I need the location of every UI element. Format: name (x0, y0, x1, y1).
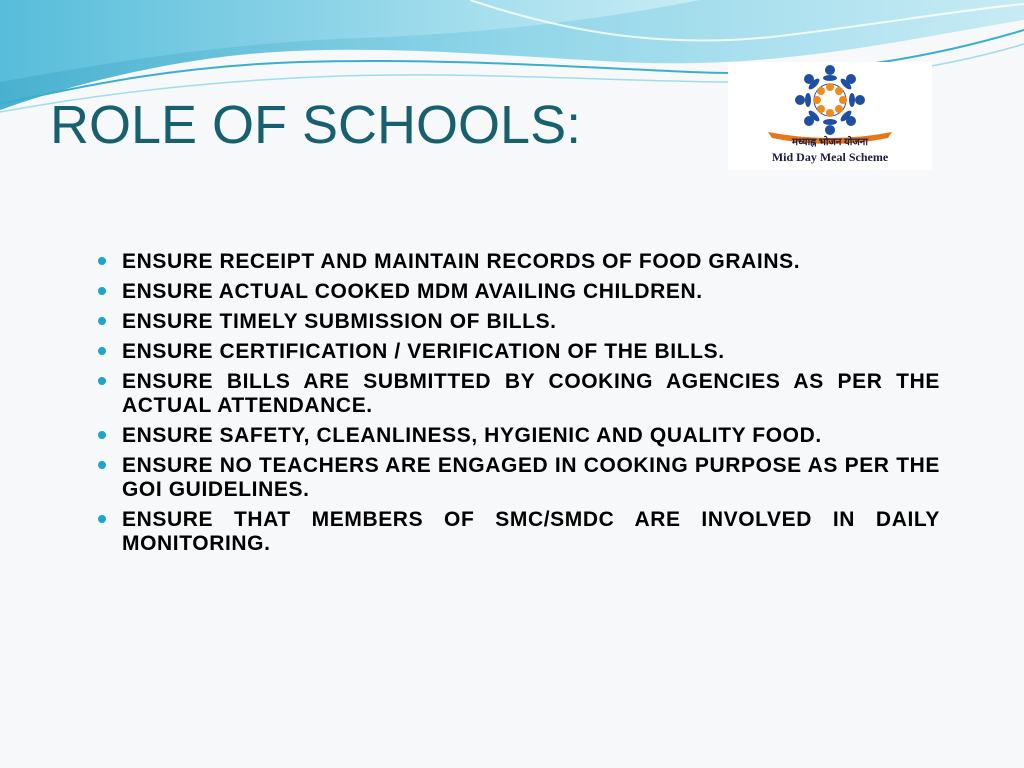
bullet-text: ENSURE BILLS ARE SUBMITTED BY COOKING AGENCIES AS PER THE ACTUAL ATTENDANCE. (122, 370, 940, 417)
mid-day-meal-logo (728, 62, 932, 170)
bullet-item (96, 370, 940, 418)
bullet-item (96, 508, 940, 556)
bullet-dot-icon (98, 461, 106, 469)
logo-english-text: Mid Day Meal Scheme (771, 150, 889, 164)
bullet-text: ENSURE SAFETY, CLEANLINESS, HYGIENIC AND QUALITY FOOD. (122, 424, 822, 447)
slide-title: ROLE OF SCHOOLS: (50, 95, 582, 155)
bullet-text: ENSURE RECEIPT AND MAINTAIN RECORDS OF FOOD GRAINS. (122, 250, 801, 273)
bullet-dot-icon (98, 347, 106, 355)
bullet-item (96, 280, 940, 304)
bullet-item (96, 424, 940, 448)
bullet-item (96, 340, 940, 364)
bullet-dot-icon (98, 431, 106, 439)
bullet-text: ENSURE ACTUAL COOKED MDM AVAILING CHILDREN. (122, 280, 703, 303)
bullet-text: ENSURE TIMELY SUBMISSION OF BILLS. (122, 310, 557, 333)
bullet-dot-icon (98, 377, 106, 385)
bullet-item (96, 250, 940, 274)
bullet-list (96, 250, 940, 562)
bullet-dot-icon (98, 515, 106, 523)
bullet-dot-icon (98, 287, 106, 295)
logo-hindi-text: मध्याह्न भोजन योजना (792, 137, 868, 148)
bullet-dot-icon (98, 317, 106, 325)
bullet-item (96, 310, 940, 334)
bullet-dot-icon (98, 257, 106, 265)
bullet-text: ENSURE THAT MEMBERS OF SMC/SMDC ARE INVOLVED IN DAILY MONITORING. (122, 508, 940, 555)
bullet-text: ENSURE CERTIFICATION / VERIFICATION OF THE BILLS. (122, 340, 725, 363)
bullet-item (96, 454, 940, 502)
bullet-text: ENSURE NO TEACHERS ARE ENGAGED IN COOKING PURPOSE AS PER THE GOI GUIDELINES. (122, 454, 940, 501)
